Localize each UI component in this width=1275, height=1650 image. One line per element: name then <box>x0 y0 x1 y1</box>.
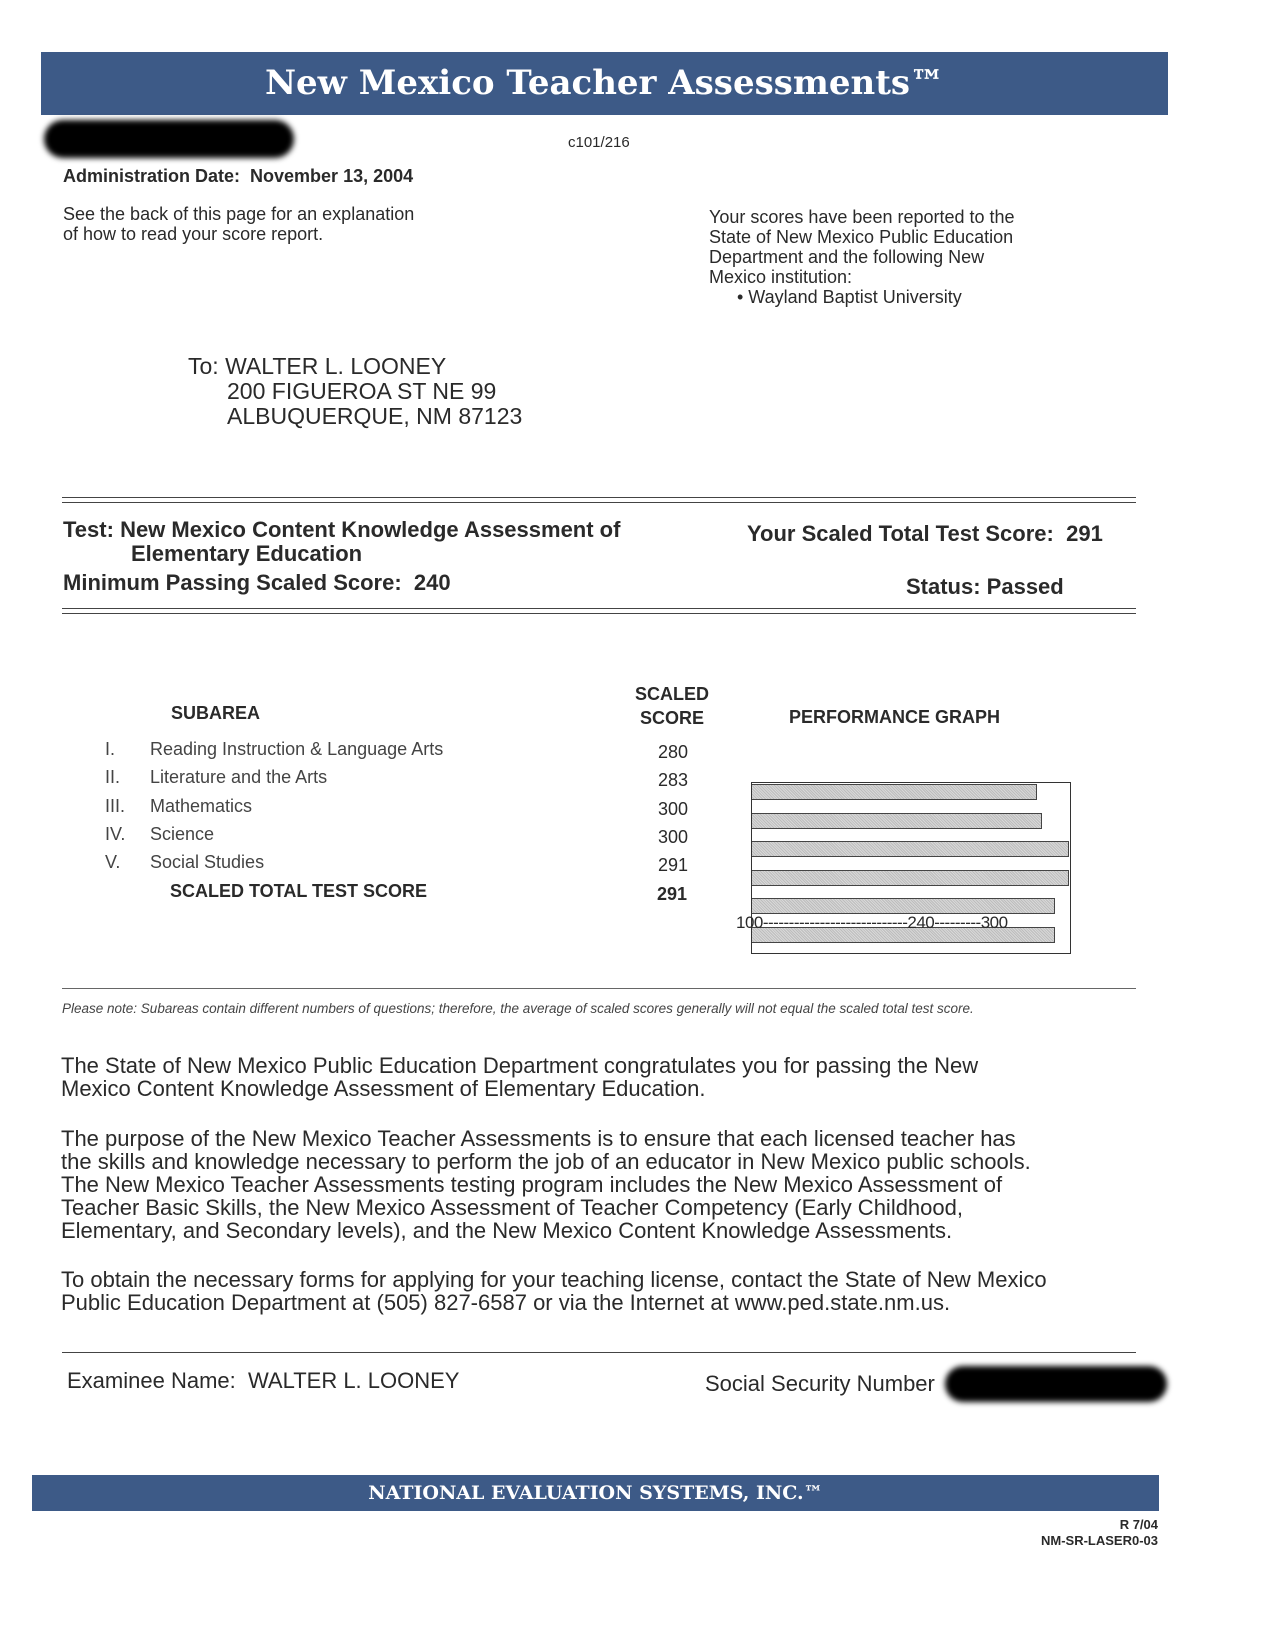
note: Please note: Subareas contain different numbers of questions; therefore, the average of scaled scores generally will not equal the scaled total test score. <box>62 1001 974 1016</box>
subarea-number: II. <box>105 767 121 788</box>
text-line: of how to read your score report. <box>63 224 324 244</box>
divider <box>62 497 1136 498</box>
performance-graph-header: PERFORMANCE GRAPH <box>789 707 1001 727</box>
subarea-name: Science <box>150 823 215 844</box>
text-line: To obtain the necessary forms for applying for your teaching license, contact the State of New Mexico <box>61 1267 1047 1292</box>
divider <box>62 613 1136 614</box>
text-line: The New Mexico Teacher Assessments testing program includes the New Mexico Assessment of <box>61 1172 1003 1197</box>
performance-bar <box>752 784 1037 800</box>
min-value: 240 <box>413 570 451 595</box>
text-line: State of New Mexico Public Education <box>709 227 1014 247</box>
subarea-score: 300 <box>657 798 689 819</box>
footer-banner-text: NATIONAL EVALUATION SYSTEMS, INC.™ <box>368 1482 823 1504</box>
subarea-number: IV. <box>105 823 126 844</box>
text-line: Public Education Department at (505) 827-6587 or via the Internet at www.ped.state.nm.us. <box>61 1290 951 1315</box>
admin-date-value: November 13, 2004 <box>250 166 414 186</box>
institution: • Wayland Baptist University <box>737 287 962 307</box>
total-row-score: 291 <box>656 884 688 904</box>
subarea-number: V. <box>105 852 121 873</box>
min-label: Minimum Passing Scaled Score: <box>63 570 402 595</box>
test-label: Test: <box>63 517 114 542</box>
explanation-text <box>63 204 414 244</box>
administration-date <box>63 166 413 187</box>
text-line: Mexico institution: <box>709 267 853 287</box>
divider <box>62 1352 1136 1353</box>
redacted-id <box>44 120 294 158</box>
performance-bar <box>752 870 1069 886</box>
congratulations-paragraph <box>61 1054 978 1100</box>
text-line: Department and the following New <box>709 247 985 267</box>
subarea-name: Literature and the Arts <box>150 767 328 788</box>
performance-bar <box>752 898 1055 914</box>
form-code: c101/216 <box>568 134 630 151</box>
divider <box>62 502 1136 503</box>
total-row-label: SCALED TOTAL TEST SCORE <box>170 881 428 901</box>
header-banner <box>41 52 1168 115</box>
total-score <box>747 521 1103 547</box>
revision <box>1041 1517 1158 1549</box>
performance-bar <box>752 841 1069 857</box>
text-line: Your scores have been reported to the <box>709 207 1015 227</box>
scaled-score-header <box>626 682 718 730</box>
text-line: See the back of this page for an explanation <box>63 204 415 224</box>
graph-axis-label: 100----------------------------240---------300 <box>736 913 1008 932</box>
subarea-score: 291 <box>657 855 689 876</box>
performance-bar <box>752 813 1042 829</box>
reported-text <box>709 207 1015 307</box>
subarea-name: Reading Instruction & Language Arts <box>150 739 444 759</box>
header-line: SCALED <box>634 684 709 704</box>
test-name <box>63 518 620 566</box>
city: ALBUQUERQUE, NM 87123 <box>227 403 523 429</box>
minimum-passing-score <box>63 570 451 596</box>
total-value: 291 <box>1066 521 1103 546</box>
text-line: The purpose of the New Mexico Teacher Assessments is to ensure that each licensed teacher has <box>61 1126 1016 1151</box>
recipient-name: WALTER L. LOONEY <box>225 353 447 379</box>
text-line: the skills and knowledge necessary to perform the job of an educator in New Mexico public schools. <box>61 1149 1031 1174</box>
admin-date-label: Administration Date: <box>63 166 241 186</box>
footer-banner <box>32 1475 1159 1511</box>
text-line: Mexico Content Knowledge Assessment of Elementary Education. <box>61 1076 706 1101</box>
form-number: NM-SR-LASER0-03 <box>1040 1533 1158 1548</box>
contact-paragraph <box>61 1268 1047 1314</box>
redacted-ssn <box>945 1366 1167 1402</box>
status: Status: Passed <box>906 574 1064 599</box>
text-line: Elementary, and Secondary levels), and the New Mexico Content Knowledge Assessments. <box>61 1218 953 1243</box>
subarea-header: SUBAREA <box>171 703 261 723</box>
revision-code: R 7/04 <box>1119 1517 1158 1532</box>
subarea-score: 280 <box>657 742 689 762</box>
mailing-address <box>188 354 522 429</box>
purpose-paragraph <box>61 1127 1031 1242</box>
header-line: SCORE <box>639 708 704 728</box>
subarea-name: Social Studies <box>150 852 265 873</box>
text-line: Teacher Basic Skills, the New Mexico Assessment of Teacher Competency (Early Childhood, <box>61 1195 963 1220</box>
divider <box>62 988 1136 989</box>
subarea-score: 300 <box>657 826 689 847</box>
total-label: Your Scaled Total Test Score: <box>747 521 1054 546</box>
examinee-name <box>67 1368 459 1394</box>
examinee-value: WALTER L. LOONEY <box>247 1368 460 1393</box>
divider <box>62 608 1136 609</box>
examinee-label: Examinee Name: <box>67 1368 236 1393</box>
subarea-number: I. <box>105 739 116 759</box>
test-name-line: Elementary Education <box>131 541 363 566</box>
street: 200 FIGUEROA ST NE 99 <box>227 378 497 404</box>
text-line: The State of New Mexico Public Education Department congratulates you for passing the New <box>61 1053 979 1078</box>
header-title: New Mexico Teacher Assessments™ <box>264 63 945 103</box>
subarea-number: III. <box>105 795 126 816</box>
subarea-score: 283 <box>657 770 689 791</box>
test-name-line: New Mexico Content Knowledge Assessment of <box>120 517 621 542</box>
subarea-name: Mathematics <box>150 795 253 816</box>
ssn-label: Social Security Number <box>705 1371 935 1396</box>
to-label: To: <box>188 353 219 379</box>
